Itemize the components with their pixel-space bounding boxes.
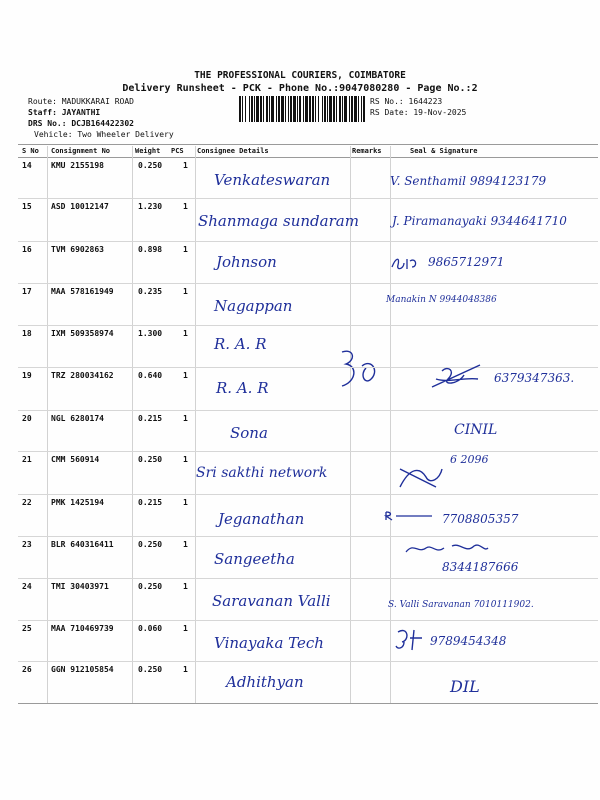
row-sno: 18 — [22, 329, 32, 338]
table-row — [18, 283, 598, 327]
header-top-rule — [18, 144, 598, 145]
row-consignment: PMK 1425194 — [51, 498, 104, 507]
col-remarks: Remarks — [352, 147, 382, 155]
handwritten-signature: 8344187666 — [442, 560, 519, 574]
table-row — [18, 410, 598, 454]
handwritten-signature: DIL — [450, 677, 480, 696]
runsheet-subtitle: Delivery Runsheet - PCK - Phone No.:9047080280 - Page No.:2 — [122, 83, 478, 94]
row-weight: 0.060 — [138, 624, 163, 633]
row-weight: 0.250 — [138, 665, 163, 674]
vehicle-info: Vehicle: Two Wheeler Delivery — [34, 130, 174, 139]
row-sno: 25 — [22, 624, 32, 633]
barcode-bar — [245, 96, 246, 122]
col-consignee: Consignee Details — [197, 147, 269, 155]
table-row — [18, 578, 598, 622]
row-weight: 0.250 — [138, 161, 163, 170]
route-info: Route: MADUKKARAI ROAD — [28, 97, 134, 106]
handwritten-signature: CINIL — [454, 422, 498, 438]
row-consignment: IXM 509358974 — [51, 329, 114, 338]
row-weight: 0.250 — [138, 582, 163, 591]
handwritten-consignee: R. A. R — [214, 335, 267, 353]
row-consignment: BLR 640316411 — [51, 540, 114, 549]
rs-date: RS Date: 19-Nov-2025 — [370, 108, 467, 117]
barcode-bar — [281, 96, 284, 122]
col-weight: Weight — [135, 147, 161, 155]
barcode-bar — [293, 96, 296, 122]
table-row — [18, 494, 598, 538]
table-row — [18, 198, 598, 242]
handwritten-consignee: R. A. R — [216, 379, 269, 397]
handwritten-consignee: Nagappan — [214, 297, 293, 315]
row-pcs: 1 — [183, 540, 188, 549]
handwritten-signature: Manakin N 9944048386 — [386, 295, 497, 305]
signature-scribble — [382, 508, 438, 524]
row-weight: 0.250 — [138, 455, 163, 464]
row-sno: 24 — [22, 582, 32, 591]
barcode-bar — [305, 96, 308, 122]
barcode-bar — [322, 96, 323, 122]
drs-number: DRS No.: DCJB164422302 — [28, 119, 134, 128]
table-row — [18, 661, 598, 705]
staff-info: Staff: JAYANTHI — [28, 108, 101, 117]
row-pcs: 1 — [183, 371, 188, 380]
row-sno: 23 — [22, 540, 32, 549]
row-pcs: 1 — [183, 624, 188, 633]
table-bottom-rule — [18, 703, 598, 704]
table-row — [18, 157, 598, 201]
row-pcs: 1 — [183, 329, 188, 338]
row-consignment: CMM 560914 — [51, 455, 100, 464]
barcode-bar — [242, 96, 243, 122]
handwritten-signature: V. Senthamil 9894123179 — [390, 174, 547, 188]
handwritten-signature: 9789454348 — [430, 634, 507, 648]
row-pcs: 1 — [183, 161, 188, 170]
barcode-bar — [269, 96, 270, 122]
signature-scribble — [428, 361, 488, 395]
row-sno: 15 — [22, 202, 32, 211]
barcode-bar — [324, 96, 326, 122]
row-consignment: MAA 578161949 — [51, 287, 114, 296]
row-consignment: NGL 6280174 — [51, 414, 104, 423]
row-pcs: 1 — [183, 582, 188, 591]
barcode-bar — [354, 96, 357, 122]
barcode-bar — [290, 96, 292, 122]
barcode-bar — [312, 96, 314, 122]
table-row — [18, 451, 598, 495]
barcode-bar — [351, 96, 353, 122]
barcode-bar — [309, 96, 311, 122]
barcode-bar — [361, 96, 362, 122]
table-row — [18, 536, 598, 580]
barcode-bar — [276, 96, 277, 122]
handwritten-consignee: Sona — [230, 424, 268, 442]
row-consignment: KMU 2155198 — [51, 161, 104, 170]
row-consignment: MAA 710469739 — [51, 624, 114, 633]
col-consignment: Consignment No — [51, 147, 111, 155]
row-pcs: 1 — [183, 455, 188, 464]
barcode-bar — [329, 96, 332, 122]
row-pcs: 1 — [183, 665, 188, 674]
barcode-bar — [271, 96, 274, 122]
barcode-bar — [315, 96, 316, 122]
barcode-bar — [297, 96, 298, 122]
col-pcs: PCS — [171, 147, 184, 155]
row-weight: 0.235 — [138, 287, 163, 296]
barcode-bar — [254, 96, 255, 122]
table-row — [18, 241, 598, 285]
row-weight: 0.215 — [138, 498, 163, 507]
row-weight: 0.250 — [138, 540, 163, 549]
barcode-bar — [239, 96, 241, 122]
row-sno: 22 — [22, 498, 32, 507]
barcode-bar — [260, 96, 262, 122]
handwritten-signature: S. Valli Saravanan 7010111902. — [388, 600, 534, 610]
signature-scribble — [394, 626, 424, 652]
table-row — [18, 620, 598, 664]
barcode-bar — [327, 96, 328, 122]
row-weight: 0.215 — [138, 414, 163, 423]
rs-number: RS No.: 1644223 — [370, 97, 443, 106]
handwritten-consignee: Saravanan Valli — [212, 592, 331, 610]
handwritten-consignee: Shanmaga sundaram — [198, 212, 359, 230]
row-pcs: 1 — [183, 498, 188, 507]
signature-scribble — [390, 253, 420, 273]
handwritten-consignee: Johnson — [216, 253, 277, 271]
row-consignment: TVM 6902863 — [51, 245, 104, 254]
row-sno: 20 — [22, 414, 32, 423]
barcode-bar — [288, 96, 289, 122]
row-sno: 16 — [22, 245, 32, 254]
col-seal-signature: Seal & Signature — [410, 147, 478, 155]
barcode-bar — [256, 96, 259, 122]
barcode-bar — [318, 96, 319, 122]
barcode-bar — [266, 96, 268, 122]
row-sno: 21 — [22, 455, 32, 464]
table-row — [18, 325, 598, 369]
handwritten-signature: 9865712971 — [428, 255, 505, 269]
barcode-bar — [333, 96, 335, 122]
barcode-bar — [303, 96, 304, 122]
handwritten-consignee: Sri sakthi network — [196, 465, 328, 481]
barcode-bar — [339, 96, 341, 122]
row-pcs: 1 — [183, 202, 188, 211]
barcode-bar — [358, 96, 359, 122]
barcode-bar — [278, 96, 280, 122]
signature-scribble — [396, 461, 446, 491]
barcode — [238, 96, 366, 122]
barcode-bar — [249, 96, 250, 122]
row-sno: 19 — [22, 371, 32, 380]
row-weight: 1.300 — [138, 329, 163, 338]
handwritten-consignee: Venkateswaran — [214, 171, 331, 189]
handwritten-signature: 6379347363. — [494, 371, 575, 385]
row-weight: 0.640 — [138, 371, 163, 380]
barcode-bar — [285, 96, 286, 122]
row-sno: 17 — [22, 287, 32, 296]
handwritten-consignee: Jeganathan — [218, 510, 305, 528]
handwritten-consignee: Sangeetha — [214, 550, 295, 568]
handwritten-signature: 7708805357 — [442, 512, 519, 526]
barcode-bar — [342, 96, 343, 122]
row-pcs: 1 — [183, 287, 188, 296]
handwritten-signature: J. Piramanayaki 9344641710 — [392, 214, 567, 228]
row-weight: 1.230 — [138, 202, 163, 211]
row-consignment: TMI 30403971 — [51, 582, 109, 591]
row-consignment: ASD 10012147 — [51, 202, 109, 211]
table-row — [18, 367, 598, 411]
row-consignment: GGN 912105854 — [51, 665, 114, 674]
row-pcs: 1 — [183, 245, 188, 254]
barcode-bar — [349, 96, 350, 122]
row-sno: 14 — [22, 161, 32, 170]
barcode-bar — [263, 96, 264, 122]
barcode-bar — [251, 96, 253, 122]
row-weight: 0.898 — [138, 245, 163, 254]
handwritten-signature: 6 2096 — [450, 453, 489, 466]
barcode-bar — [299, 96, 301, 122]
col-sno: S No — [22, 147, 39, 155]
row-consignment: TRZ 280034162 — [51, 371, 114, 380]
signature-scribble — [402, 540, 492, 558]
row-sno: 26 — [22, 665, 32, 674]
barcode-bar — [363, 96, 365, 122]
handwritten-consignee: Vinayaka Tech — [214, 634, 324, 652]
company-title: THE PROFESSIONAL COURIERS, COIMBATORE — [194, 70, 406, 81]
barcode-bar — [344, 96, 347, 122]
handwritten-consignee: Adhithyan — [226, 673, 304, 691]
barcode-bar — [336, 96, 337, 122]
row-pcs: 1 — [183, 414, 188, 423]
